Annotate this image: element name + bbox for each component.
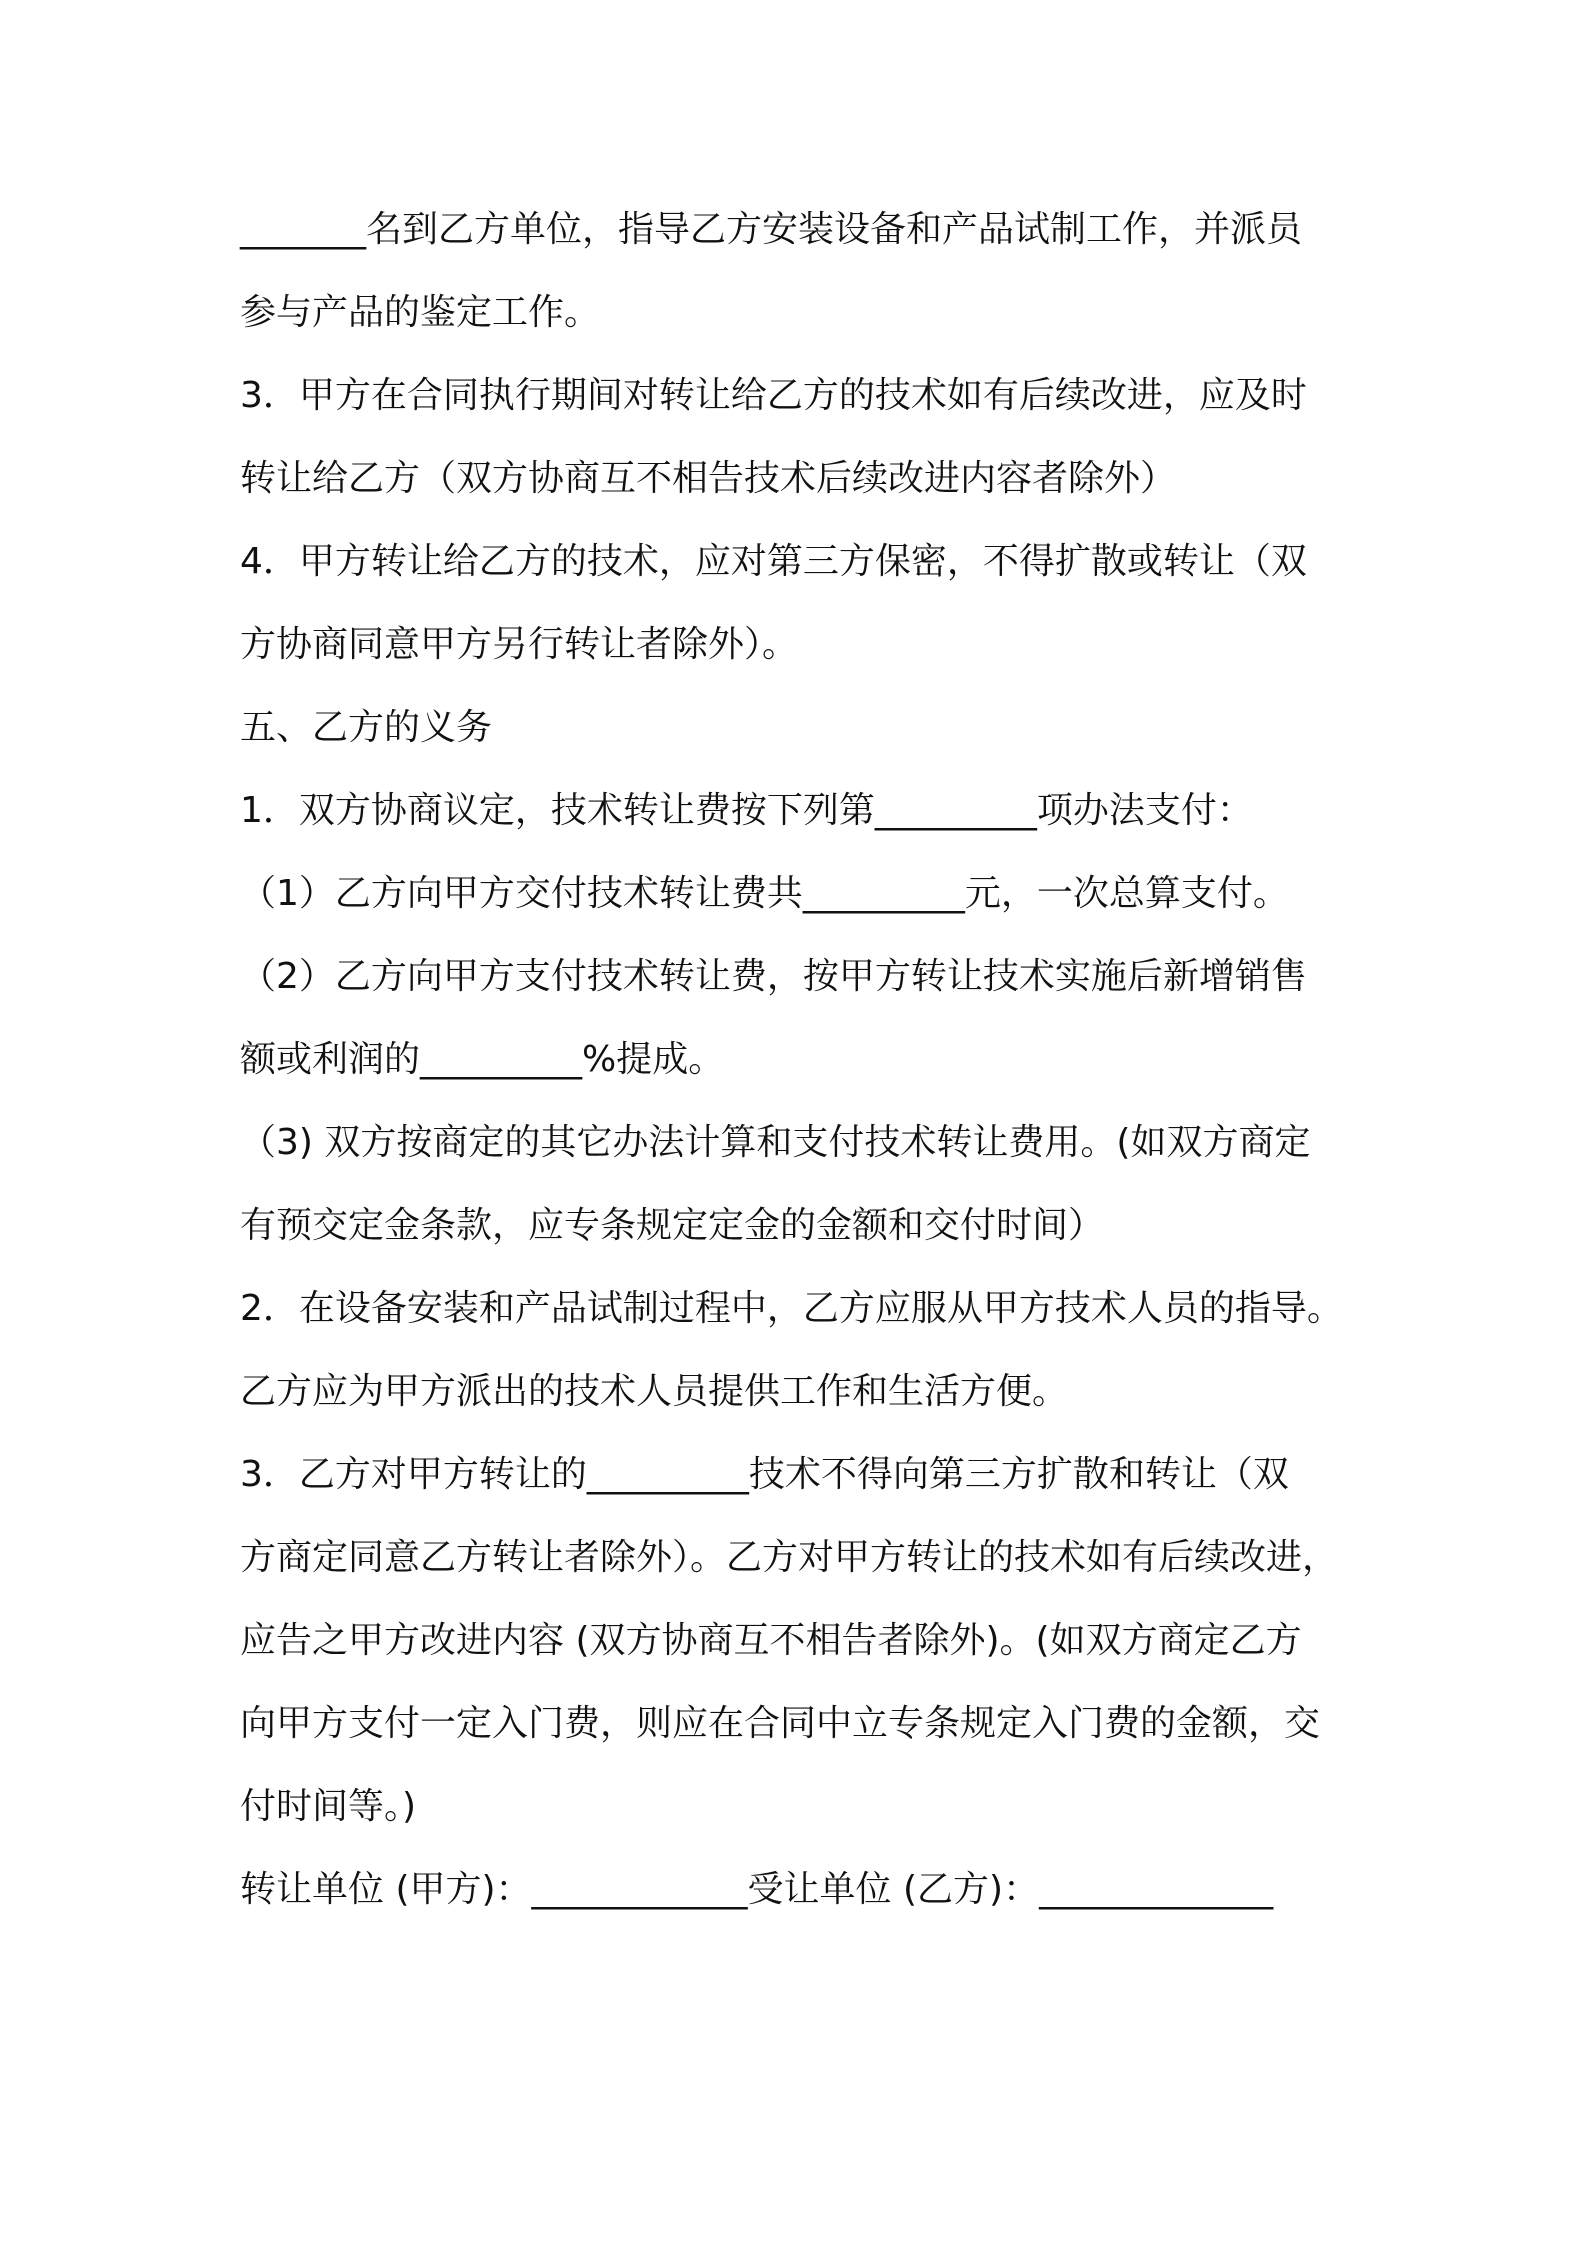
text-line: _______名到乙方单位，指导乙方安装设备和产品试制工作，并派员 xyxy=(240,209,1303,250)
signature-line: 转让单位 (甲方)：____________受让单位 (乙方)：_____________ xyxy=(240,1869,1274,1910)
text-line: 3．甲方在合同执行期间对转让给乙方的技术如有后续改进，应及时 xyxy=(240,375,1307,416)
text-line: （1）乙方向甲方交付技术转让费共_________元，一次总算支付。 xyxy=(240,873,1289,914)
text-line: 参与产品的鉴定工作。 xyxy=(240,292,601,333)
text-line: 转让给乙方（双方协商互不相告技术后续改进内容者除外） xyxy=(240,458,1177,499)
text-line: 2．在设备安装和产品试制过程中，乙方应服从甲方技术人员的指导。 xyxy=(240,1288,1343,1329)
text-line: 方商定同意乙方转让者除外）。乙方对甲方转让的技术如有后续改进， xyxy=(240,1537,1339,1578)
text-line: 应告之甲方改进内容 (双方协商互不相告者除外)。(如双方商定乙方 xyxy=(240,1620,1302,1661)
section-heading: 五、乙方的义务 xyxy=(240,707,493,748)
text-line: 乙方应为甲方派出的技术人员提供工作和生活方便。 xyxy=(240,1371,1069,1412)
text-line: （2）乙方向甲方支付技术转让费，按甲方转让技术实施后新增销售 xyxy=(240,956,1307,997)
text-line: 付时间等。) xyxy=(240,1786,417,1827)
text-line: 4．甲方转让给乙方的技术，应对第三方保密，不得扩散或转让（双 xyxy=(240,541,1307,582)
text-line: 额或利润的_________%提成。 xyxy=(240,1039,725,1080)
text-line: 3．乙方对甲方转让的_________技术不得向第三方扩散和转让（双 xyxy=(240,1454,1289,1495)
text-line: 向甲方支付一定入门费，则应在合同中立专条规定入门费的金额，交 xyxy=(240,1703,1321,1744)
text-line: （3) 双方按商定的其它办法计算和支付技术转让费用。(如双方商定 xyxy=(240,1122,1311,1163)
text-line: 有预交定金条款，应专条规定定金的金额和交付时间） xyxy=(240,1205,1105,1246)
text-line: 方协商同意甲方另行转让者除外）。 xyxy=(240,624,799,665)
text-line: 1．双方协商议定，技术转让费按下列第_________项办法支付： xyxy=(240,790,1253,831)
